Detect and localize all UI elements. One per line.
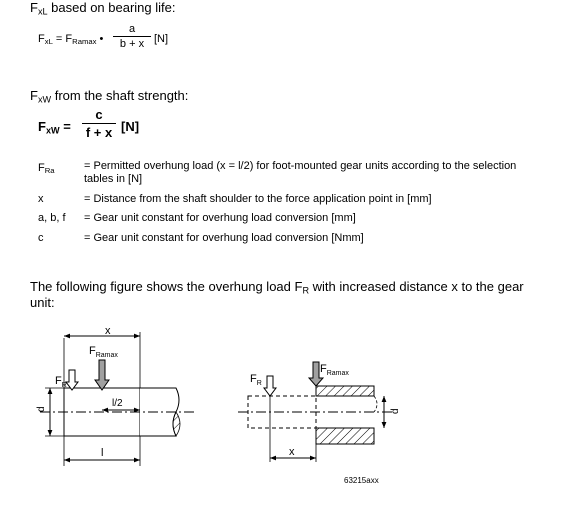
formula-fxl-lhs: $F_{xL} = F_{Ramax}$ • <box>38 33 104 46</box>
right-label-d: d <box>390 408 401 414</box>
right-fr-arrow <box>264 376 276 396</box>
left-label-l: l <box>101 447 104 459</box>
right-label-x: x <box>289 446 295 458</box>
right-housing-bottom <box>316 428 374 444</box>
right-hollow-shaft-diagram <box>238 362 401 462</box>
left-label-l2: l/2 <box>112 398 123 409</box>
figure-code: 63215axx <box>344 476 379 485</box>
left-fr-arrow <box>66 370 78 390</box>
heading-shaft-strength: $F_{xW}$ from the shaft strength: <box>30 88 189 105</box>
left-housing-hatch <box>173 412 180 436</box>
left-label-fr: $F_R$ <box>55 375 67 389</box>
left-shaft-diagram <box>36 325 195 466</box>
formula-fxl-unit: [N] <box>154 33 169 45</box>
formula-fxl-denominator: b + x <box>119 38 145 50</box>
figure-intro-line2: unit: <box>30 295 55 310</box>
definition-term-c: c <box>38 232 44 244</box>
figure-intro-line1: The following figure shows the overhung load $F_R$ with increased distance x to the gear <box>30 279 524 296</box>
right-label-fr: $F_R$ <box>250 373 262 387</box>
definition-text-x: = Distance from the shaft shoulder to the force application point in [mm] <box>84 193 432 205</box>
definition-term-abf: a, b, f <box>38 212 66 224</box>
right-housing-top <box>316 386 374 396</box>
formula-fxw-denominator: f + x <box>85 125 113 140</box>
definition-text-abf: = Gear unit constant for overhung load conversion [mm] <box>84 212 356 224</box>
definition-term-fra: $F_{Ra}$ <box>38 162 55 175</box>
definition-text-fra: = Permitted overhung load (x = l/2) for foot-mounted gear units according to the selection tables in [N] <box>84 160 517 185</box>
formula-fxw-lhs: $F_{xW}$ = <box>38 119 71 136</box>
definition-text-c: = Gear unit constant for overhung load conversion [Nmm] <box>84 232 364 244</box>
left-framax-arrow <box>95 360 109 390</box>
formula-fxw-numerator: c <box>82 107 116 124</box>
left-label-framax: $F_{Ramax}$ <box>89 345 118 359</box>
formula-fxl-numerator: a <box>113 23 151 37</box>
heading-bearing-life: $F_{xL}$ based on bearing life: <box>30 0 176 17</box>
left-label-d: d <box>36 406 47 412</box>
definition-term-x: x <box>38 193 44 205</box>
formula-fxw-unit: [N] <box>121 119 140 134</box>
right-label-framax: $F_{Ramax}$ <box>320 363 349 377</box>
left-label-x: x <box>105 325 111 337</box>
